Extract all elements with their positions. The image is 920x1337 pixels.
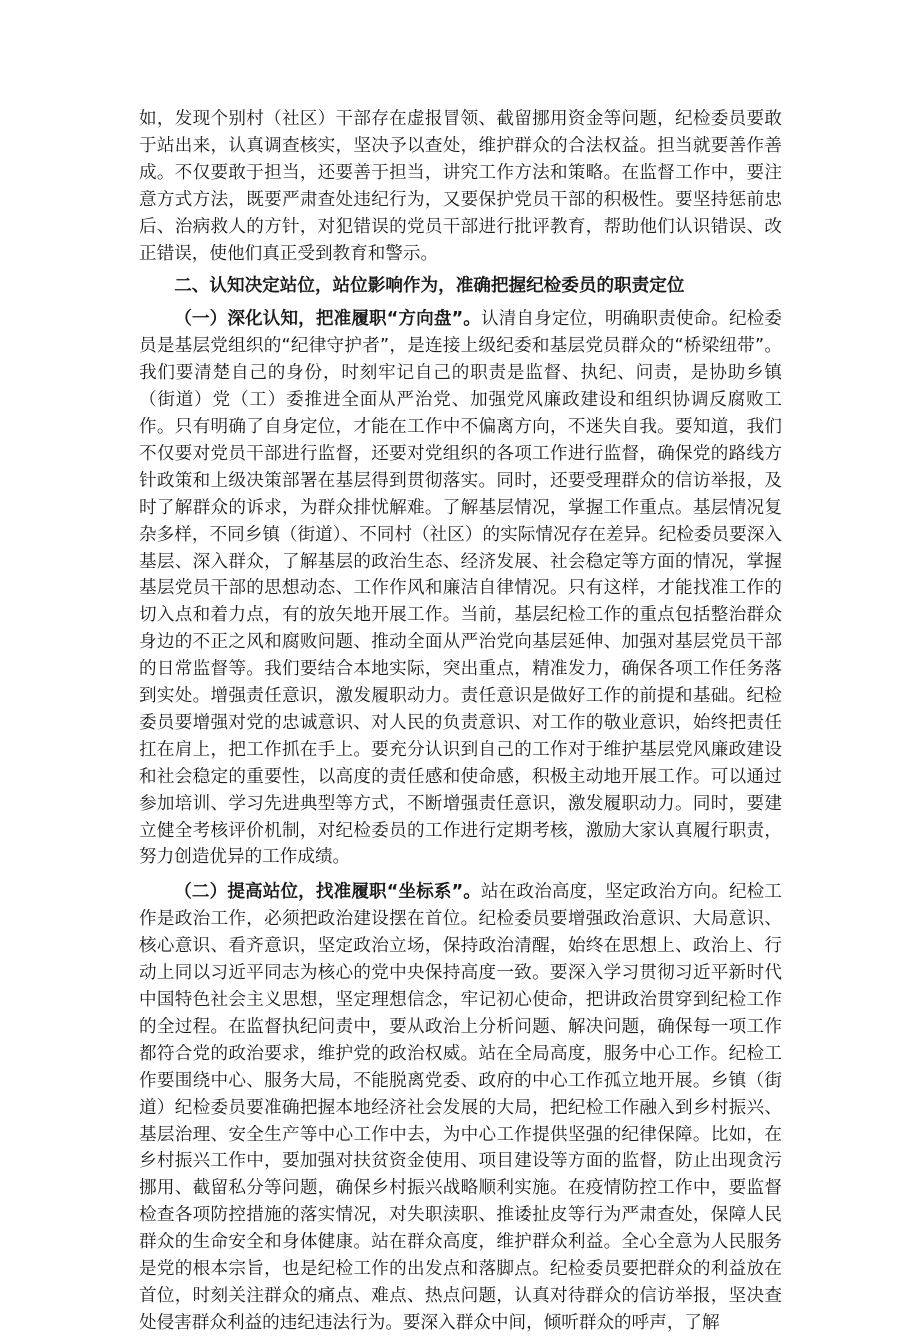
- section-heading: 二、认知决定站位，站位影响作为，准确把握纪检委员的职责定位: [174, 276, 685, 297]
- document-page: [139, 106, 782, 1337]
- subsection-2-paragraph: [139, 879, 782, 1336]
- subsection-1-body: 认清自身定位，明确职责使命。纪检委员是基层党组织的“纪律守护者”，是连接上级纪委和基层党员群众的“桥梁纽带”。我们要清楚自己的身份，时刻牢记自己的职责是监督、执纪、问责，是协助乡镇（街道）党（工）委推进全面从严治党、加强党风廉政建设和组织协调反腐败工作。只有明确了自身定位，才能在工作中不偏离方向，不迷失自我。要知道，我们不仅要对党员干部进行监督，还要对党组织的各项工作进行监督，确保党的路线方针政策和上级决策部署在基层得到贯彻落实。同时，还要受理群众的信访举报，及时了解群众的诉求，为群众排忧解难。了解基层情况，掌握工作重点。基层情况复杂多样，不同乡镇（街道）、不同村（社区）的实际情况存在差异。纪检委员要深入基层、深入群众，了解基层的政治生态、经济发展、社会稳定等方面的情况，掌握基层党员干部的思想动态、工作作风和廉洁自律情况。只有这样，才能找准工作的切入点和着力点，有的放矢地开展工作。当前，基层纪检工作的重点包括整治群众身边的不正之风和腐败问题、推动全面从严治党向基层延伸、加强对基层党员干部的日常监督等。我们要结合本地实际，突出重点，精准发力，确保各项工作任务落到实处。增强责任意识，激发履职动力。责任意识是做好工作的前提和基础。纪检委员要增强对党的忠诚意识、对人民的负责意识、对工作的敬业意识，始终把责任扛在肩上，把工作抓在手上。要充分认识到自己的工作对于维护基层党风廉政建设和社会稳定的重要性，以高度的责任感和使命感，积极主动地开展工作。可以通过参加培训、学习先进典型等方式，不断增强责任意识，激发履职动力。同时，要建立健全考核评价机制，对纪检委员的工作进行定期考核，激励大家认真履行职责，努力创造优异的工作成绩。: [139, 309, 782, 868]
- subsection-2-body: 站在政治高度，坚定政治方向。纪检工作是政治工作，必须把政治建设摆在首位。纪检委员要增强政治意识、大局意识、核心意识、看齐意识，坚定政治立场，保持政治清醒，始终在思想上、政治上、行动上同以习近平同志为核心的党中央保持高度一致。要深入学习贯彻习近平新时代中国特色社会主义思想，坚定理想信念，牢记初心使命，把讲政治贯穿到纪检工作的全过程。在监督执纪问责中，要从政治上分析问题、解决问题，确保每一项工作都符合党的政治要求，维护党的政治权威。站在全局高度，服务中心工作。纪检工作要围绕中心、服务大局，不能脱离党委、政府的中心工作孤立地开展。乡镇（街道）纪检委员要准确把握本地经济社会发展的大局，把纪检工作融入到乡村振兴、基层治理、安全生产等中心工作中去，为中心工作提供坚强的纪律保障。比如，在乡村振兴工作中，要加强对扶贫资金使用、项目建设等方面的监督，防止出现贪污挪用、截留私分等问题，确保乡村振兴战略顺利实施。在疫情防控工作中，要监督检查各项防控措施的落实情况，对失职渎职、推诿扯皮等行为严肃查处，保障人民群众的生命安全和身体健康。站在群众高度，维护群众利益。全心全意为人民服务是党的根本宗旨，也是纪检工作的出发点和落脚点。纪检委员要把群众的利益放在首位，时刻关注群众的痛点、难点、热点问题，认真对待群众的信访举报，坚决查处侵害群众利益的违纪违法行为。要深入群众中间，倾听群众的呼声，了解: [139, 882, 782, 1333]
- subsection-1-lead: （一）深化认知，把准履职“方向盘”。: [174, 309, 481, 330]
- subsection-1-paragraph: [139, 306, 782, 871]
- subsection-2-lead: （二）提高站位，找准履职“坐标系”。: [174, 882, 481, 903]
- paragraph-continuation: 如，发现个别村（社区）干部存在虚报冒领、截留挪用资金等问题，纪检委员要敢于站出来，认真调查核实，坚决予以查处，维护群众的合法权益。担当就要善作善成。不仅要敢于担当，还要善于担当，讲究工作方法和策略。在监督工作中，要注意方式方法，既要严肃查处违纪行为，又要保护党员干部的积极性。要坚持惩前忠后、治病救人的方针，对犯错误的党员干部进行批评教育，帮助他们认识错误、改正错误，使他们真正受到教育和警示。: [139, 109, 782, 264]
